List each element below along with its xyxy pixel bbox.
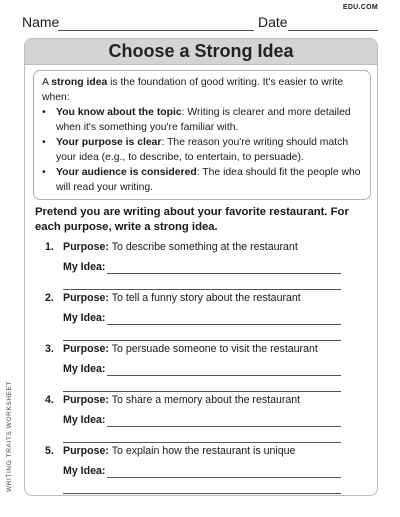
answer-line[interactable] bbox=[107, 477, 341, 478]
item-number: 2. bbox=[45, 292, 54, 304]
intro-bullet: • You know about the topic: Writing is clearer and more detailed when it's something you're familiar with. bbox=[42, 107, 351, 133]
answer-line[interactable] bbox=[63, 391, 341, 392]
date-line[interactable] bbox=[288, 30, 378, 31]
answer-line[interactable] bbox=[63, 289, 341, 290]
purpose-label: Purpose: bbox=[63, 445, 109, 457]
list-item bbox=[45, 292, 365, 343]
worksheet-type-label: WRITING TRAITS WORKSHEET bbox=[6, 380, 13, 492]
idea-label: My Idea: bbox=[63, 312, 106, 324]
purpose-label: Purpose: bbox=[63, 343, 109, 355]
idea-label: My Idea: bbox=[63, 414, 106, 426]
purpose-label: Purpose: bbox=[63, 394, 109, 406]
answer-line[interactable] bbox=[107, 426, 341, 427]
intro-text: A strong idea is the foundation of good writing. It's easier to write when: bbox=[42, 77, 344, 103]
date-label: Date bbox=[258, 14, 288, 30]
name-label: Name bbox=[22, 14, 60, 30]
list-item bbox=[45, 394, 365, 445]
worksheet-frame bbox=[24, 38, 378, 496]
intro-box bbox=[33, 70, 371, 200]
answer-line[interactable] bbox=[107, 375, 341, 376]
intro-bullet: • Your purpose is clear: The reason you're writing should match your idea (e.g., to describe, to entertain, to persuade). bbox=[42, 137, 349, 163]
purpose-label: Purpose: bbox=[63, 292, 109, 304]
list-item bbox=[45, 445, 365, 496]
purpose-label: Purpose: bbox=[63, 241, 109, 253]
answer-line[interactable] bbox=[107, 273, 341, 274]
purpose-text: To describe something at the restaurant bbox=[111, 241, 298, 253]
item-number: 3. bbox=[45, 343, 54, 355]
answer-line[interactable] bbox=[63, 340, 341, 341]
list-item bbox=[45, 241, 365, 292]
header-row bbox=[22, 14, 378, 32]
name-line[interactable] bbox=[58, 30, 254, 31]
intro-list bbox=[42, 105, 364, 195]
purpose-text: To explain how the restaurant is unique bbox=[111, 445, 296, 457]
item-number: 4. bbox=[45, 394, 54, 406]
answer-line[interactable] bbox=[63, 493, 341, 494]
idea-label: My Idea: bbox=[63, 363, 106, 375]
instructions: Pretend you are writing about your favorite restaurant. For each purpose, write a strong idea. bbox=[35, 206, 349, 233]
item-number: 1. bbox=[45, 241, 54, 253]
answer-line[interactable] bbox=[63, 442, 341, 443]
purpose-text: To tell a funny story about the restaurant bbox=[111, 292, 301, 304]
answer-line[interactable] bbox=[107, 324, 341, 325]
purpose-list bbox=[45, 241, 365, 496]
purpose-text: To persuade someone to visit the restaurant bbox=[111, 343, 318, 355]
brand-logo: EDU.COM bbox=[342, 4, 378, 11]
idea-label: My Idea: bbox=[63, 261, 106, 273]
list-item bbox=[45, 343, 365, 394]
item-number: 5. bbox=[45, 445, 54, 457]
worksheet-title: Choose a Strong Idea bbox=[25, 39, 377, 65]
idea-label: My Idea: bbox=[63, 465, 106, 477]
intro-bullet: • Your audience is considered: The idea should fit the people who will read your writing. bbox=[42, 167, 361, 193]
purpose-text: To share a memory about the restaurant bbox=[111, 394, 301, 406]
